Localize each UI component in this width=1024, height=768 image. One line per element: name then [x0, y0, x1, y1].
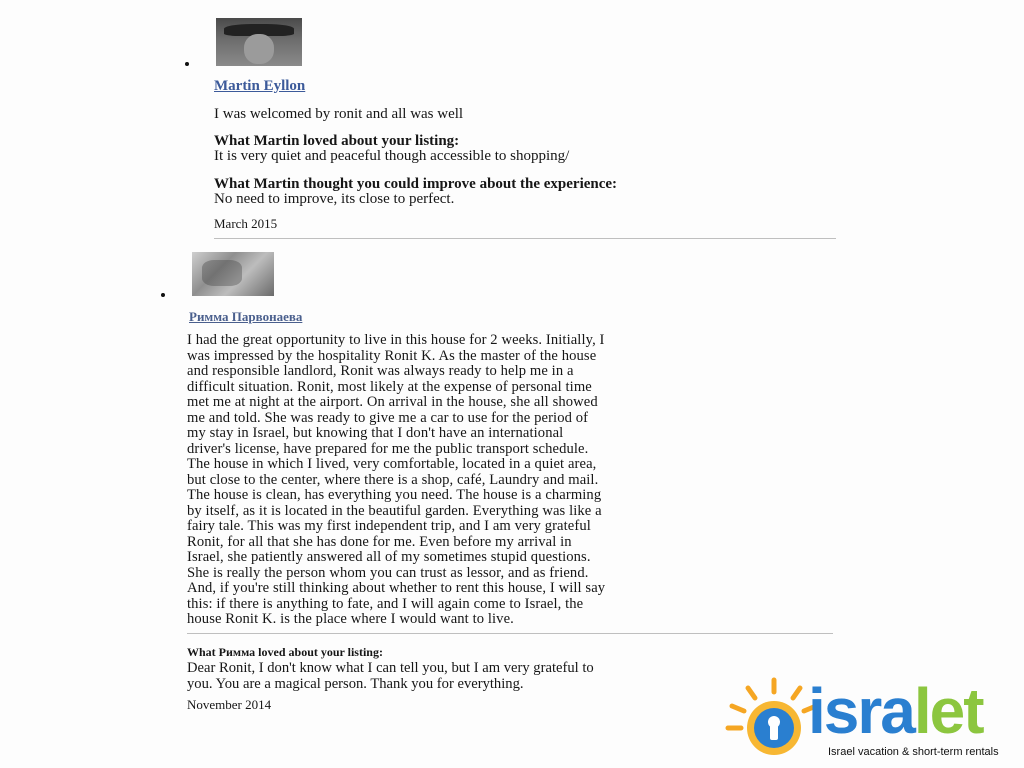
review-line: difficult situation. Ronit, most likely at the expense of personal time — [187, 378, 592, 395]
divider — [214, 238, 836, 239]
review-line: by itself, as it is located in the beautiful garden. Everything was like a — [187, 502, 602, 519]
loved-text: It is very quiet and peaceful though accessible to shopping/ — [214, 148, 570, 164]
isralet-logo — [724, 676, 1014, 762]
loved-heading: What Римма loved about your listing: — [187, 645, 383, 659]
review-line: my stay in Israel, but knowing that I don't have an international — [187, 425, 564, 441]
logo-tagline: Israel vacation & short-term rentals — [828, 746, 999, 758]
reviewer-name-link[interactable]: Martin Eyllon — [214, 78, 306, 94]
review-line: Israel, she patiently answered all of my sometimes stupid questions. — [187, 549, 591, 565]
review-line: The house in which I lived, very comfortable, located in a quiet area, — [187, 456, 597, 472]
review-line: fairy tale. This was my first independent trip, and I am very grateful — [187, 518, 591, 534]
list-bullet — [161, 293, 165, 297]
review-line: and responsible landlord, Ronit was always ready to help me in a — [187, 363, 574, 379]
improve-heading: What Martin thought you could improve about the experience: — [214, 176, 618, 192]
loved-text — [187, 660, 594, 692]
reviewer-name-link[interactable]: Римма Парвонаева — [189, 309, 303, 324]
review-line: me and told. She was ready to give me a car to use for the period of — [187, 409, 589, 426]
reviewer-avatar[interactable] — [216, 18, 302, 66]
review-text: I was welcomed by ronit and all was well — [214, 106, 464, 122]
review-line: driver's license, have prepared for me the public transport schedule. — [187, 440, 589, 457]
logo-wordmark — [808, 676, 983, 746]
review-line: but close to the center, where there is a shop, café, Laundry and mail. — [187, 471, 599, 488]
logo-wordmark-text: isralet — [808, 675, 983, 747]
review-line: Ronit, for all that she has done for me. Even before my arrival in — [187, 533, 572, 550]
review-line: I had the great opportunity to live in this house for 2 weeks. Initially, I — [187, 332, 605, 348]
sun-key-icon — [724, 676, 820, 762]
review-line: She is really the person whom you can trust as lessor, and as friend. — [187, 564, 589, 581]
review-line: The house is clean, has everything you need. The house is a charming — [187, 487, 602, 503]
improve-text: No need to improve, its close to perfect. — [214, 191, 455, 207]
loved-line: you. You are a magical person. Thank you for everything. — [187, 676, 524, 692]
review-body — [187, 333, 847, 628]
divider — [187, 633, 833, 634]
list-bullet — [185, 62, 189, 66]
loved-line: Dear Ronit, I don't know what I can tell you, but I am very grateful to — [187, 660, 594, 676]
review-line: house Ronit K. is the place where I would want to live. — [187, 611, 514, 627]
review-line: was impressed by the hospitality Ronit K. As the master of the house — [187, 347, 597, 364]
review-line: And, if you're still thinking about whether to rent this house, I will say — [187, 580, 606, 596]
review-line: this: if there is anything to fate, and I will again come to Israel, the — [187, 595, 584, 612]
loved-heading: What Martin loved about your listing: — [214, 133, 460, 149]
review-line: met me at night at the airport. On arrival in the house, she all showed — [187, 394, 598, 410]
review-date: November 2014 — [187, 697, 272, 712]
reviewer-avatar[interactable] — [192, 252, 274, 296]
review-date: March 2015 — [214, 216, 278, 231]
